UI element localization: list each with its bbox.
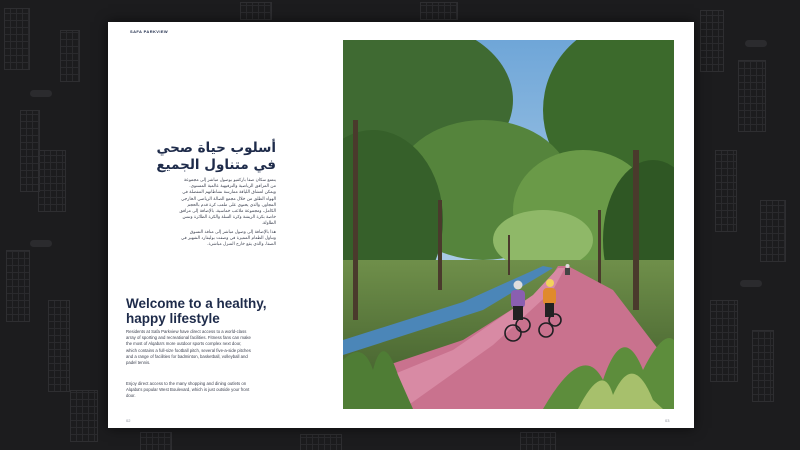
- brand-label: SAFA PARKVIEW: [130, 29, 169, 34]
- english-paragraph-1: Residents at Safa Parkview have direct access to a world-class array of sporting and recreational facilities. Fitness fans can make the most of Alqaba's more outdoor sports complex next door, which contains a full-size football pitch, several five-a-side pitches and a range of facilities for badminton, basketball, volleyball and padel tennis.: [126, 329, 251, 366]
- arabic-paragraph-2: هذا بالإضافة إلى وصول مباشر إلى منافذ التسوق وتناول الطعام المميزة في وصفت بوليفارد الشهير في الصفا، والذي يقع خارج المنزل مباشرة.: [181, 230, 276, 248]
- page-number-right: 03: [665, 418, 670, 423]
- arabic-paragraph-1: يتمتع سكان صفا باركفيو بوصول مباشر إلى مجموعة من المرافق الرياضية والترفيهية عالمية المستوى. ويمكن لعشاق اللياقة ممارسة نشاطاتهم المفضلة في الهواء الطلق من خلال مجمع الصالة الرياضي الخارجي المجاور، والذي يحتوي على ملعب كرة قدم بالحجم الكامل، ومجموعة ملاعب خماسية، بالإضافة إلى مرافق خاصة بكرة الريشة وكرة السلة والكرة الطائرة وتنس الطاولة.: [179, 178, 276, 227]
- english-title: Welcome to a healthy, happy lifestyle: [126, 296, 267, 326]
- arabic-title: أسلوب حياة صحي في متناول الجميع: [156, 140, 276, 173]
- cyclist-3: [565, 264, 570, 275]
- english-paragraph-2: Enjoy direct access to the many shopping and dining outlets on Alqaba's popular West Boulevard, which is just outside your front door.: [126, 381, 250, 399]
- park-cycling-photo: [343, 40, 674, 409]
- page-number-left: 02: [126, 418, 131, 423]
- brochure-spread: [108, 22, 694, 428]
